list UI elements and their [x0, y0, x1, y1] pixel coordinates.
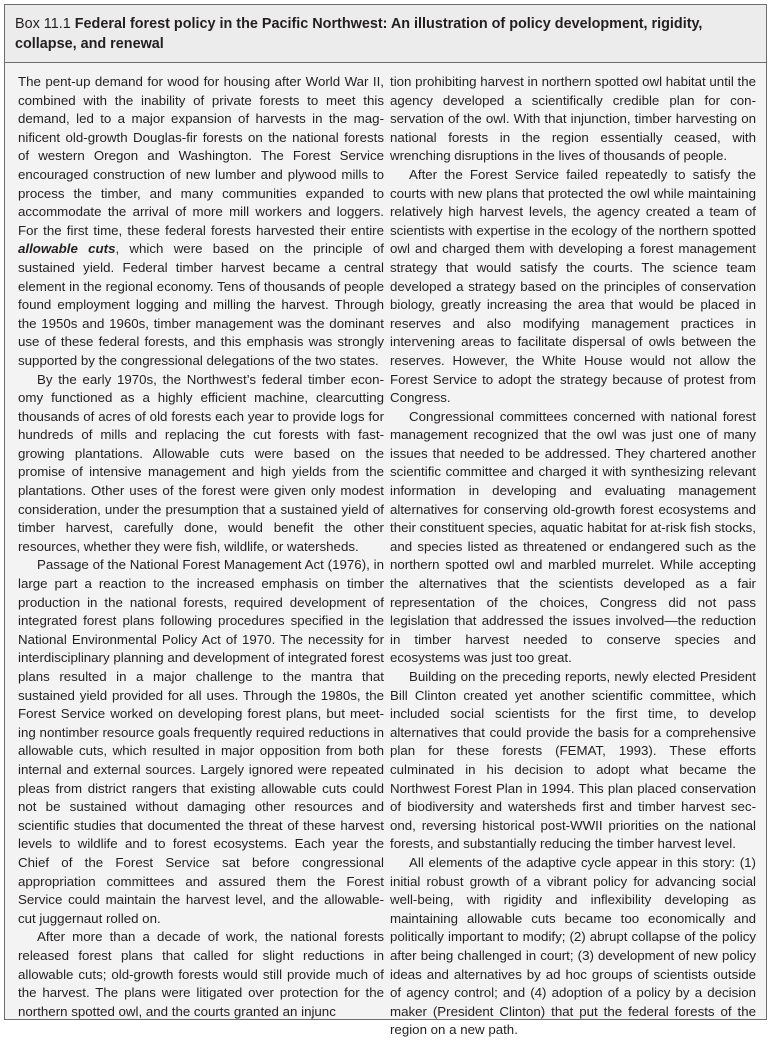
- paragraph-continued: tion prohibiting harvest in northern spotted owl habitat until the agency developed a scientifically credible plan for conservation of the owl. With that injunction, timber harvesting on national forests in the region essentially ceased, with wrenching disruptions in the lives of thousands of people.: [390, 74, 756, 164]
- paragraph: After more than a decade of work, the national forests released forest plans that called for slight reductions in allowable cuts; old-growth forests would still provide much of the harvest. The plans were litigated over protection for the northern spotted owl, and the courts granted an injunc: [18, 929, 384, 1019]
- paragraph: The pent-up demand for wood for housing after World War II, combined with the inability of private forests to meet this demand, led to a major expansion of harvests in the magnificent old-growth Douglas-fir forests on the national forests of western Oregon and Washington. The Forest Service encouraged construction of new lumber and plywood mills to process the timber, and many communities expanded to accommodate the arrival of more mill workers and loggers. For the first time, these federal forests harvested their entire allowable cuts, which were based on the principle of sustained yield. Federal timber harvest became a central element in the regional economy. Tens of thousands of people found employment logging and milling the harvest. Through the 1950s and 1960s, timber management was the dominant use of these federal forests, and this emphasis was strongly supported by the congressional delegations of the two states.: [18, 74, 384, 368]
- right-column: [390, 73, 756, 1040]
- paragraph: All elements of the adaptive cycle appear in this story: (1) initial robust growth of a vibrant policy for advancing social well-being, with rigidity and inflexibility developing as maintaining allowable cuts became too economically and politically important to modify; (2) abrupt collapse of the policy after being challenged in court; (3) development of new policy ideas and alternatives by ad hoc groups of scientists outside of agency control; and (4) adoption of a policy by a decision maker (President Clinton) that put the federal forests of the region on a new path.: [390, 854, 756, 1038]
- key-term: allowable cuts: [18, 241, 116, 257]
- paragraph: By the early 1970s, the Northwest’s federal timber economy functioned as a highly efficient machine, clearcutting thousands of acres of old forests each year to provide logs for hundreds of mills and replacing the cut forests with fast-growing plantations. Allowable cuts were based on the promise of intensive management and high yields from the plantations. Other uses of the forest were given only modest consideration, under the presumption that a sustained yield of timber harvest, carefully done, would benefit the other resources, whether they were fish, wildlife, or watersheds.: [18, 371, 384, 554]
- text-box: [4, 4, 767, 1038]
- paragraph: Congressional committees concerned with national forest management recognized that the owl was just one of many issues that needed to be addressed. They chartered another scientific committee and charged it with synthesizing relevant information in developing and evaluating management alternatives for conserving old-growth forest ecosystems and their constituent species, aquatic habitat for at-risk fish stocks, and species listed as threatened or endangered such as the northern spotted owl and marbled murrelet. While accepting the alternatives that the scientists developed as a fair representation of the choices, Congress did not pass legislation that addressed the issues involved—the reduction in timber harvest needed to conserve species and ecosystems was just too great.: [390, 408, 756, 666]
- body-columns: [5, 63, 766, 1040]
- paragraph: After the Forest Service failed repeatedly to satisfy the courts with new plans that protected the owl while maintaining relatively high harvest levels, the agency created a team of scientists with expertise in the ecology of the northern spotted owl and charged them with developing a forest management strategy that would satisfy the courts. The science team developed a strategy based on the principles of conservation biology, greatly increasing the area that would be placed in reserves and also modifying management practices in intervening areas to facilitate dispersal of owls between the reserves. However, the White House would not allow the Forest Service to adopt the strategy because of protest from Congress.: [390, 166, 756, 406]
- paragraph: Building on the preceding reports, newly elected President Bill Clinton created yet another scientific committee, which included social scientists for the first time, to develop alternatives that could provide the basis for a comprehensive plan for these forests (FEMAT, 1993). These efforts culminated in his decision to adopt what became the Northwest Forest Plan in 1994. This plan placed conservation of biodiversity and watersheds first and timber harvest second, reversing historical post-WWII priorities on the national forests, and substantially reducing the timber harvest level.: [390, 669, 756, 852]
- paragraph: Passage of the National Forest Management Act (1976), in large part a reaction to the increased emphasis on timber production in the national forests, required development of integrated forest plans following procedures specified in the National Environmental Policy Act of 1970. The necessity for interdisciplinary planning and development of integrated forest plans resulted in a major challenge to the mantra that sustained yield provided for all uses. Through the 1980s, the Forest Service worked on developing forest plans, but meeting nontimber resource goals frequently required reductions in allowable cuts, which resulted in major opposition from both internal and external sources. Largely ignored were repeated pleas from district rangers that existing allowable cuts could not be sustained without damaging other resources and scientific studies that documented the threat of these harvest levels to wildlife and to forest ecosystems. Each year the Chief of the Forest Service sat before congressional appropriation committees and assured them the Forest Service could maintain the harvest level, and the allowable-cut juggernaut rolled on.: [18, 557, 384, 926]
- box-label: Box 11.1: [15, 16, 71, 32]
- left-column: [18, 73, 384, 1040]
- box-header: [5, 5, 766, 63]
- box-title: Federal forest policy in the Pacific Northwest: An illustration of policy development, rigidity, collapse, and renewal: [15, 16, 703, 52]
